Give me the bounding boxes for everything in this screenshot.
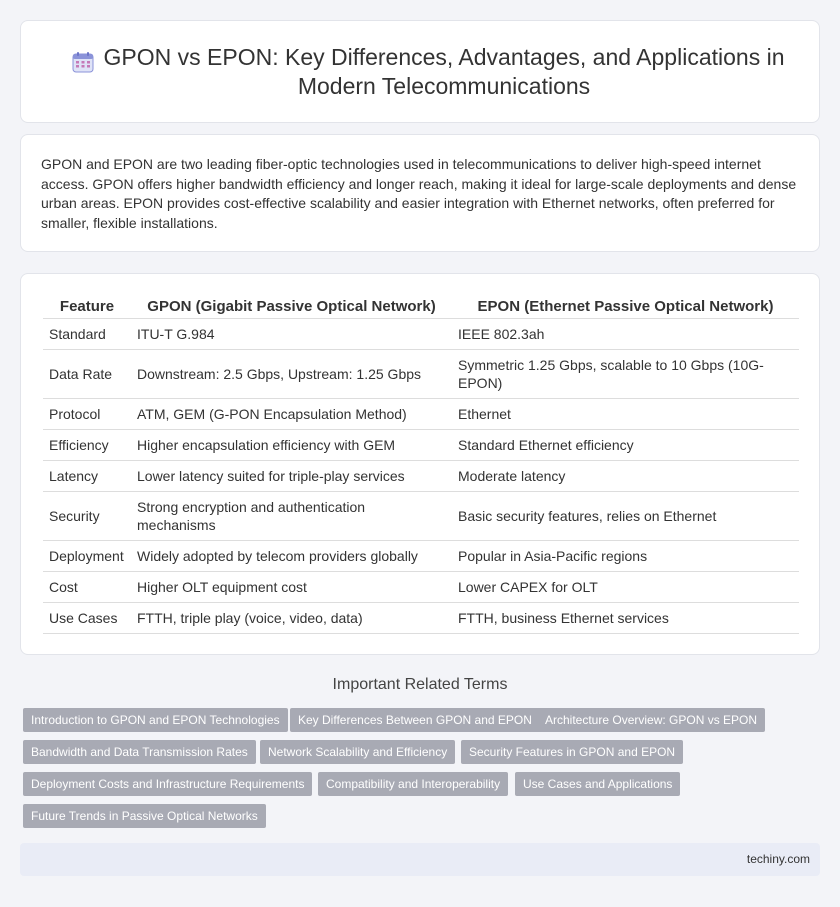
cell-feature: Use Cases [43, 602, 131, 633]
calendar-icon [72, 51, 94, 73]
tag-link[interactable]: Architecture Overview: GPON vs EPON [537, 708, 765, 732]
cell-feature: Data Rate [43, 349, 131, 398]
cell-gpon: ITU-T G.984 [131, 318, 452, 349]
cell-gpon: FTTH, triple play (voice, video, data) [131, 602, 452, 633]
table-row [43, 460, 799, 491]
cell-epon: Standard Ethernet efficiency [452, 429, 799, 460]
table-row [43, 349, 799, 398]
cell-feature: Cost [43, 571, 131, 602]
cell-feature: Efficiency [43, 429, 131, 460]
tag-link[interactable]: Network Scalability and Efficiency [260, 740, 455, 764]
table-row [43, 318, 799, 349]
table-card [20, 273, 820, 655]
cell-gpon: Widely adopted by telecom providers globally [131, 540, 452, 571]
cell-gpon: Higher OLT equipment cost [131, 571, 452, 602]
cell-epon: Moderate latency [452, 460, 799, 491]
cell-feature: Protocol [43, 398, 131, 429]
page-title: GPON vs EPON: Key Differences, Advantages, and Applications in Modern Telecommunications [103, 43, 785, 99]
intro-text: GPON and EPON are two leading fiber-optic technologies used in telecommunications to deliver high-speed internet access. GPON offers higher bandwidth efficiency and longer reach, making it ideal for large-scale deployments and dense urban areas. EPON provides cost-effective scalability and easier integration with Ethernet networks, often preferred for smaller, flexible installations. [41, 156, 797, 231]
cell-gpon: Higher encapsulation efficiency with GEM [131, 429, 452, 460]
cell-epon: Symmetric 1.25 Gbps, scalable to 10 Gbps (10G-EPON) [452, 349, 799, 398]
footer-site[interactable]: techiny.com [746, 852, 810, 866]
footer [20, 843, 820, 876]
title-card [20, 20, 820, 123]
tag-link[interactable]: Use Cases and Applications [515, 772, 680, 796]
table-row [43, 491, 799, 540]
tag-link[interactable]: Compatibility and Interoperability [318, 772, 508, 796]
header-epon: EPON (Ethernet Passive Optical Network) [452, 294, 799, 318]
cell-epon: Popular in Asia-Pacific regions [452, 540, 799, 571]
header-gpon: GPON (Gigabit Passive Optical Network) [131, 294, 452, 318]
table-row [43, 540, 799, 571]
intro-card [20, 134, 820, 252]
tag-link[interactable]: Bandwidth and Data Transmission Rates [23, 740, 256, 764]
cell-feature: Security [43, 491, 131, 540]
cell-epon: IEEE 802.3ah [452, 318, 799, 349]
cell-epon: Ethernet [452, 398, 799, 429]
comparison-table [43, 294, 799, 634]
cell-epon: Lower CAPEX for OLT [452, 571, 799, 602]
tag-link[interactable]: Future Trends in Passive Optical Networks [23, 804, 266, 828]
table-header-row [43, 294, 799, 318]
tag-link[interactable]: Security Features in GPON and EPON [461, 740, 683, 764]
tag-link[interactable]: Introduction to GPON and EPON Technologies [23, 708, 288, 732]
cell-gpon: Strong encryption and authentication mechanisms [131, 491, 452, 540]
tag-link[interactable]: Key Differences Between GPON and EPON [290, 708, 540, 732]
tag-link[interactable]: Deployment Costs and Infrastructure Requirements [23, 772, 312, 796]
table-row [43, 398, 799, 429]
cell-feature: Standard [43, 318, 131, 349]
cell-epon: FTTH, business Ethernet services [452, 602, 799, 633]
related-terms-title: Important Related Terms [332, 676, 508, 693]
cell-gpon: ATM, GEM (G-PON Encapsulation Method) [131, 398, 452, 429]
table-row [43, 429, 799, 460]
table-row [43, 571, 799, 602]
table-row [43, 602, 799, 633]
cell-feature: Deployment [43, 540, 131, 571]
cell-epon: Basic security features, relies on Ethernet [452, 491, 799, 540]
header-feature: Feature [43, 294, 131, 318]
cell-gpon: Lower latency suited for triple-play services [131, 460, 452, 491]
cell-feature: Latency [43, 460, 131, 491]
title-wrap [40, 43, 800, 101]
cell-gpon: Downstream: 2.5 Gbps, Upstream: 1.25 Gbps [131, 349, 452, 398]
